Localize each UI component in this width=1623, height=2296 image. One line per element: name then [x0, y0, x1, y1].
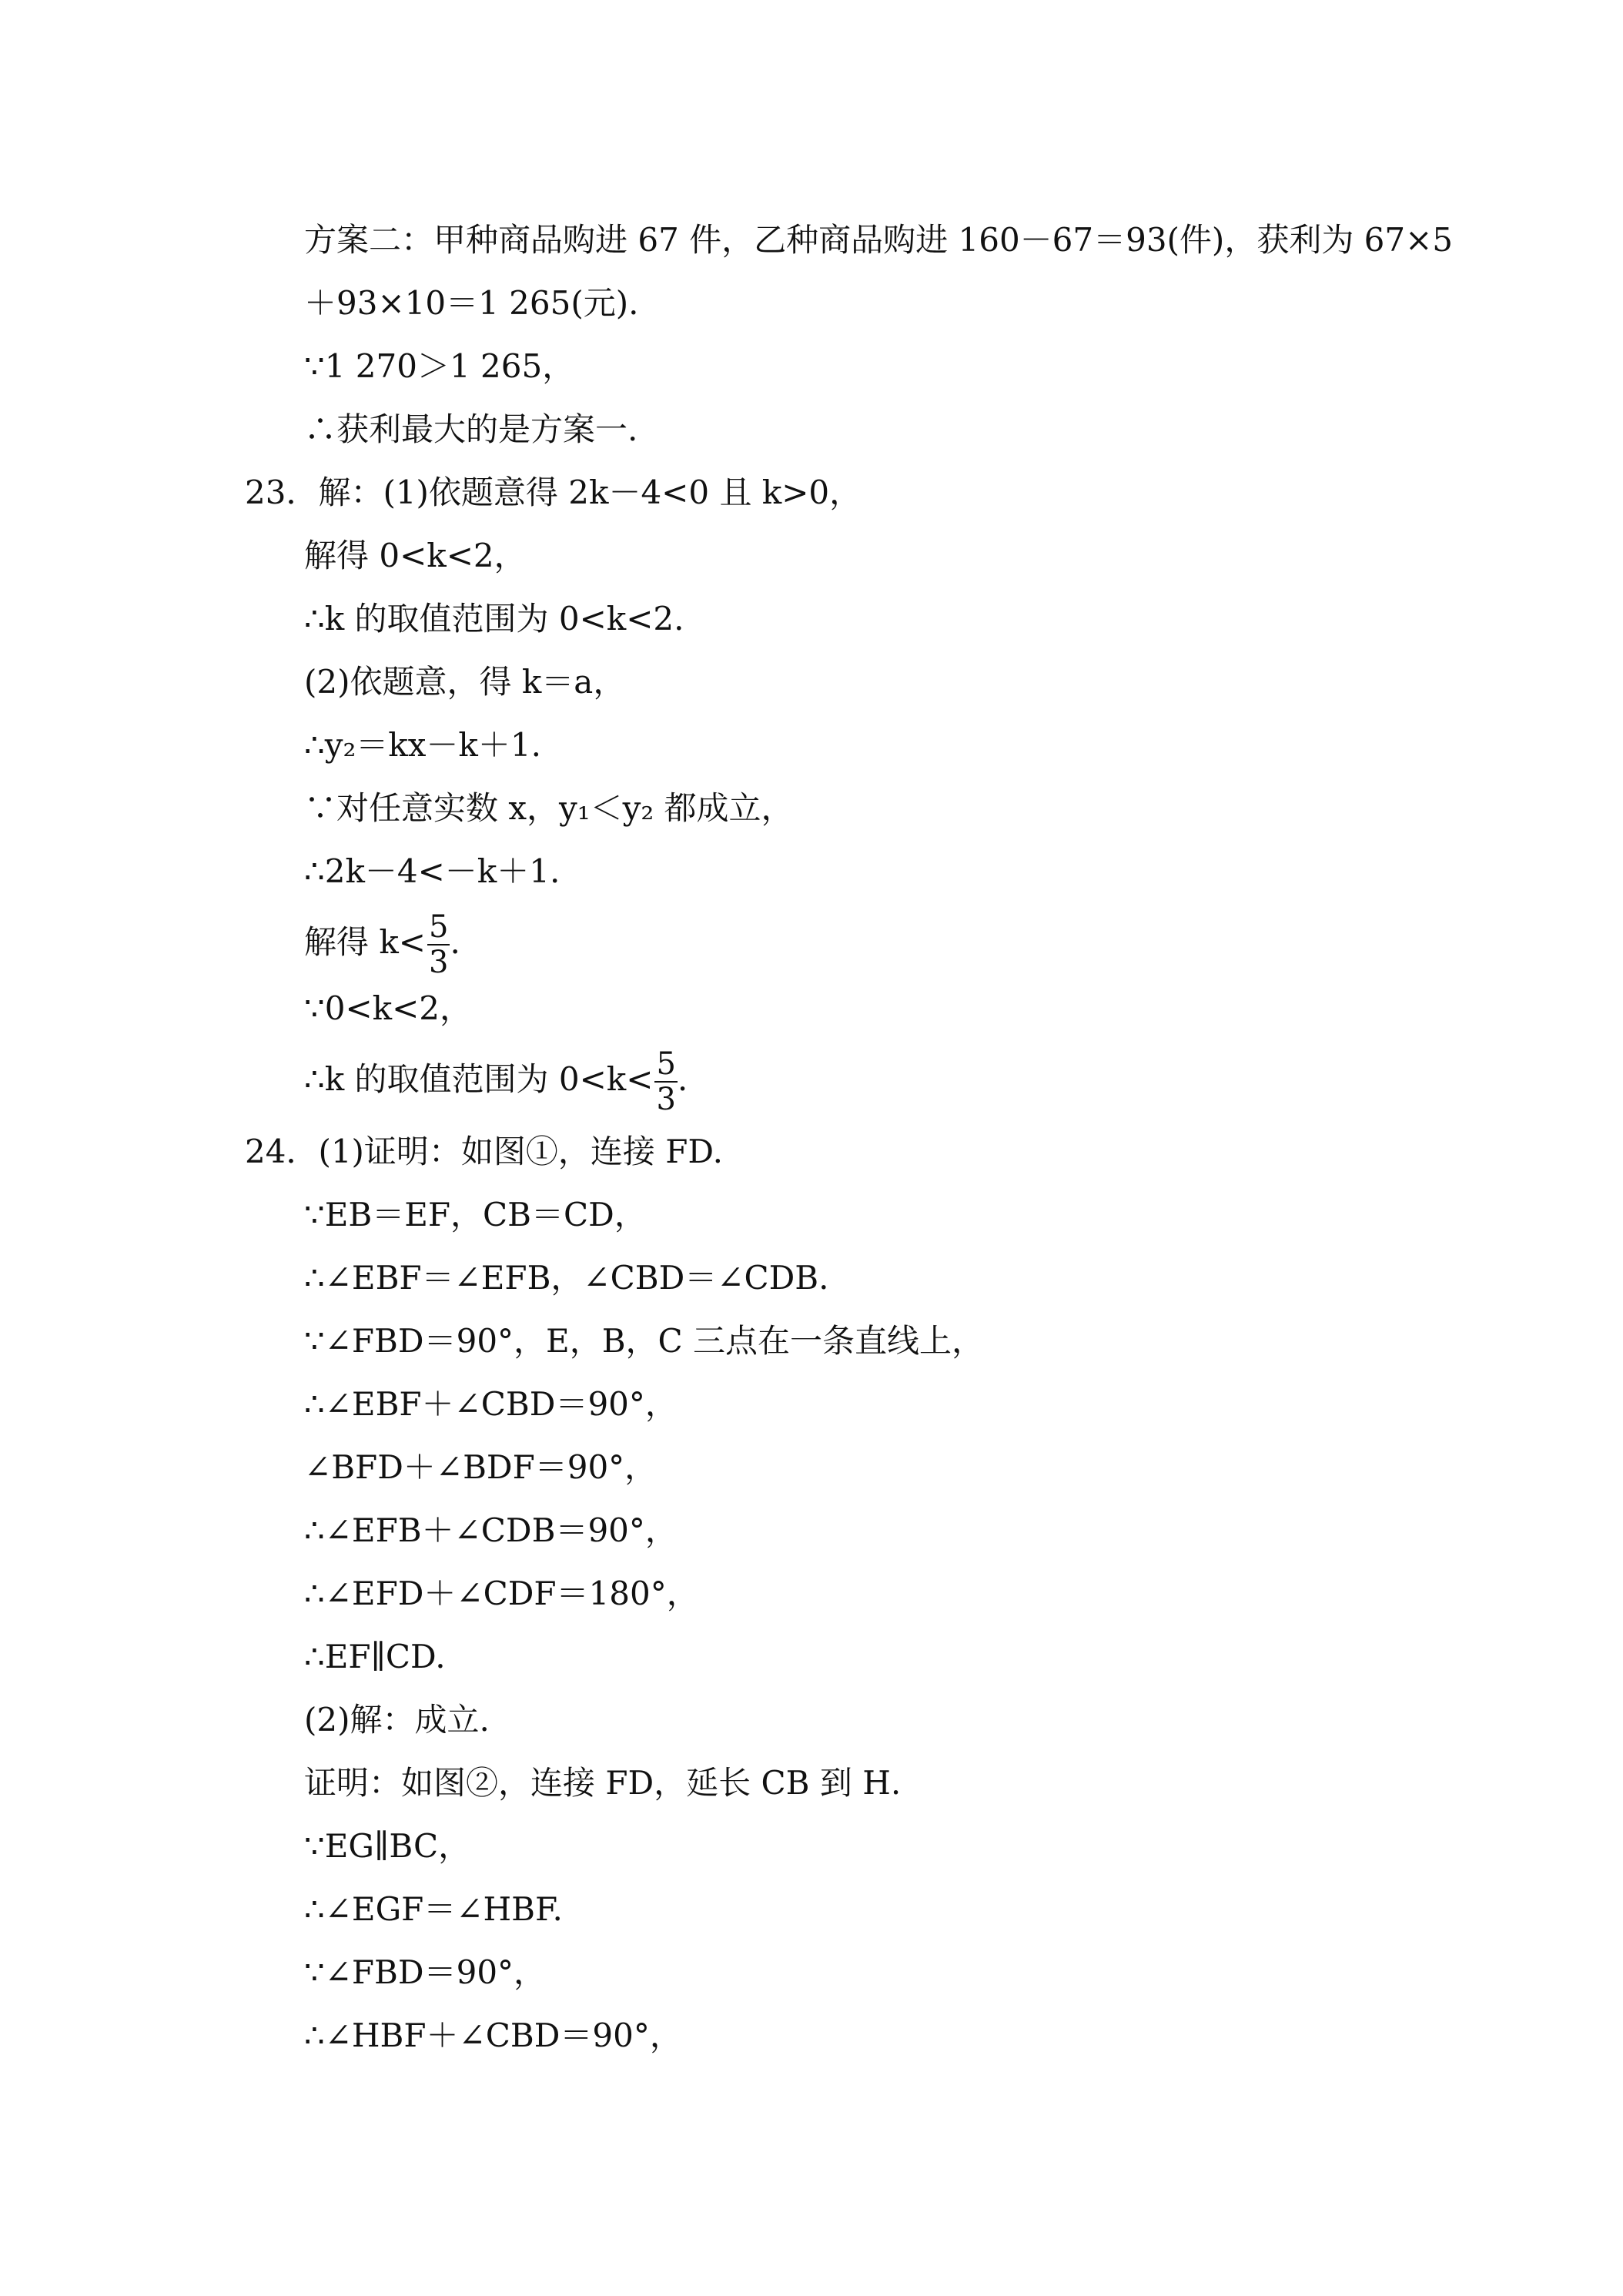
text-line: 方案二：甲种商品购进 67 件，乙种商品购进 160－67＝93(件)，获利为 67×5 — [304, 221, 1454, 259]
question-23-header: 23．解：(1)依题意得 2k－4<0 且 k>0， — [245, 474, 862, 511]
text-line: ＋93×10＝1 265(元). — [304, 284, 639, 322]
text-line: ∴∠EBF＋∠CBD＝90°， — [304, 1385, 678, 1423]
text-line: ∴∠EGF＝∠HBF. — [304, 1890, 563, 1928]
text-line-with-fraction — [304, 1046, 688, 1117]
text-line: ∴EF∥CD. — [304, 1638, 446, 1675]
line-text: . — [677, 1060, 688, 1098]
text-line: ∴∠HBF＋∠CBD＝90°， — [304, 2017, 682, 2054]
line-text: 解得 k< — [304, 923, 426, 961]
text-line: ∵∠FBD＝90°，E，B，C 三点在一条直线上， — [304, 1322, 985, 1360]
text-line: ∴∠EFD＋∠CDF＝180°， — [304, 1575, 699, 1612]
fraction — [427, 909, 450, 980]
text-line-with-fraction — [304, 909, 460, 980]
text-line: ∵对任意实数 x，y₁＜y₂ 都成立， — [304, 789, 794, 827]
fraction — [654, 1046, 677, 1117]
text-line: 证明：如图②，连接 FD，延长 CB 到 H. — [304, 1764, 902, 1802]
fraction-numerator: 5 — [656, 1046, 676, 1082]
text-line: ∵∠FBD＝90°， — [304, 1953, 547, 1991]
text-line: ∵0<k<2， — [304, 989, 472, 1027]
text-line: ∴∠EBF＝∠EFB，∠CBD＝∠CDB. — [304, 1259, 829, 1297]
text-line: ∴∠EFB＋∠CDB＝90°， — [304, 1511, 678, 1549]
text-line: ∵EB＝EF，CB＝CD， — [304, 1196, 647, 1233]
fraction-denominator: 3 — [429, 945, 449, 980]
text-line: ∴获利最大的是方案一. — [304, 410, 638, 448]
text-line: ∵EG∥BC， — [304, 1827, 471, 1865]
fraction-denominator: 3 — [656, 1082, 676, 1117]
text-line: (2)解：成立. — [304, 1701, 490, 1739]
text-line: ∠BFD＋∠BDF＝90°， — [304, 1448, 658, 1486]
question-24-header: 24．(1)证明：如图①，连接 FD. — [245, 1133, 723, 1170]
text-line: ∴y₂＝kx－k＋1. — [304, 726, 541, 764]
line-text: . — [450, 923, 460, 961]
fraction-numerator: 5 — [429, 909, 449, 945]
text-line: (2)依题意，得 k＝a， — [304, 663, 626, 701]
text-line: ∴k 的取值范围为 0<k<2. — [304, 600, 684, 638]
text-line: ∴2k－4<－k＋1. — [304, 852, 561, 890]
text-line: ∵1 270＞1 265， — [304, 347, 575, 385]
text-line: 解得 0<k<2， — [304, 537, 527, 574]
line-text: ∴k 的取值范围为 0<k< — [304, 1060, 654, 1098]
